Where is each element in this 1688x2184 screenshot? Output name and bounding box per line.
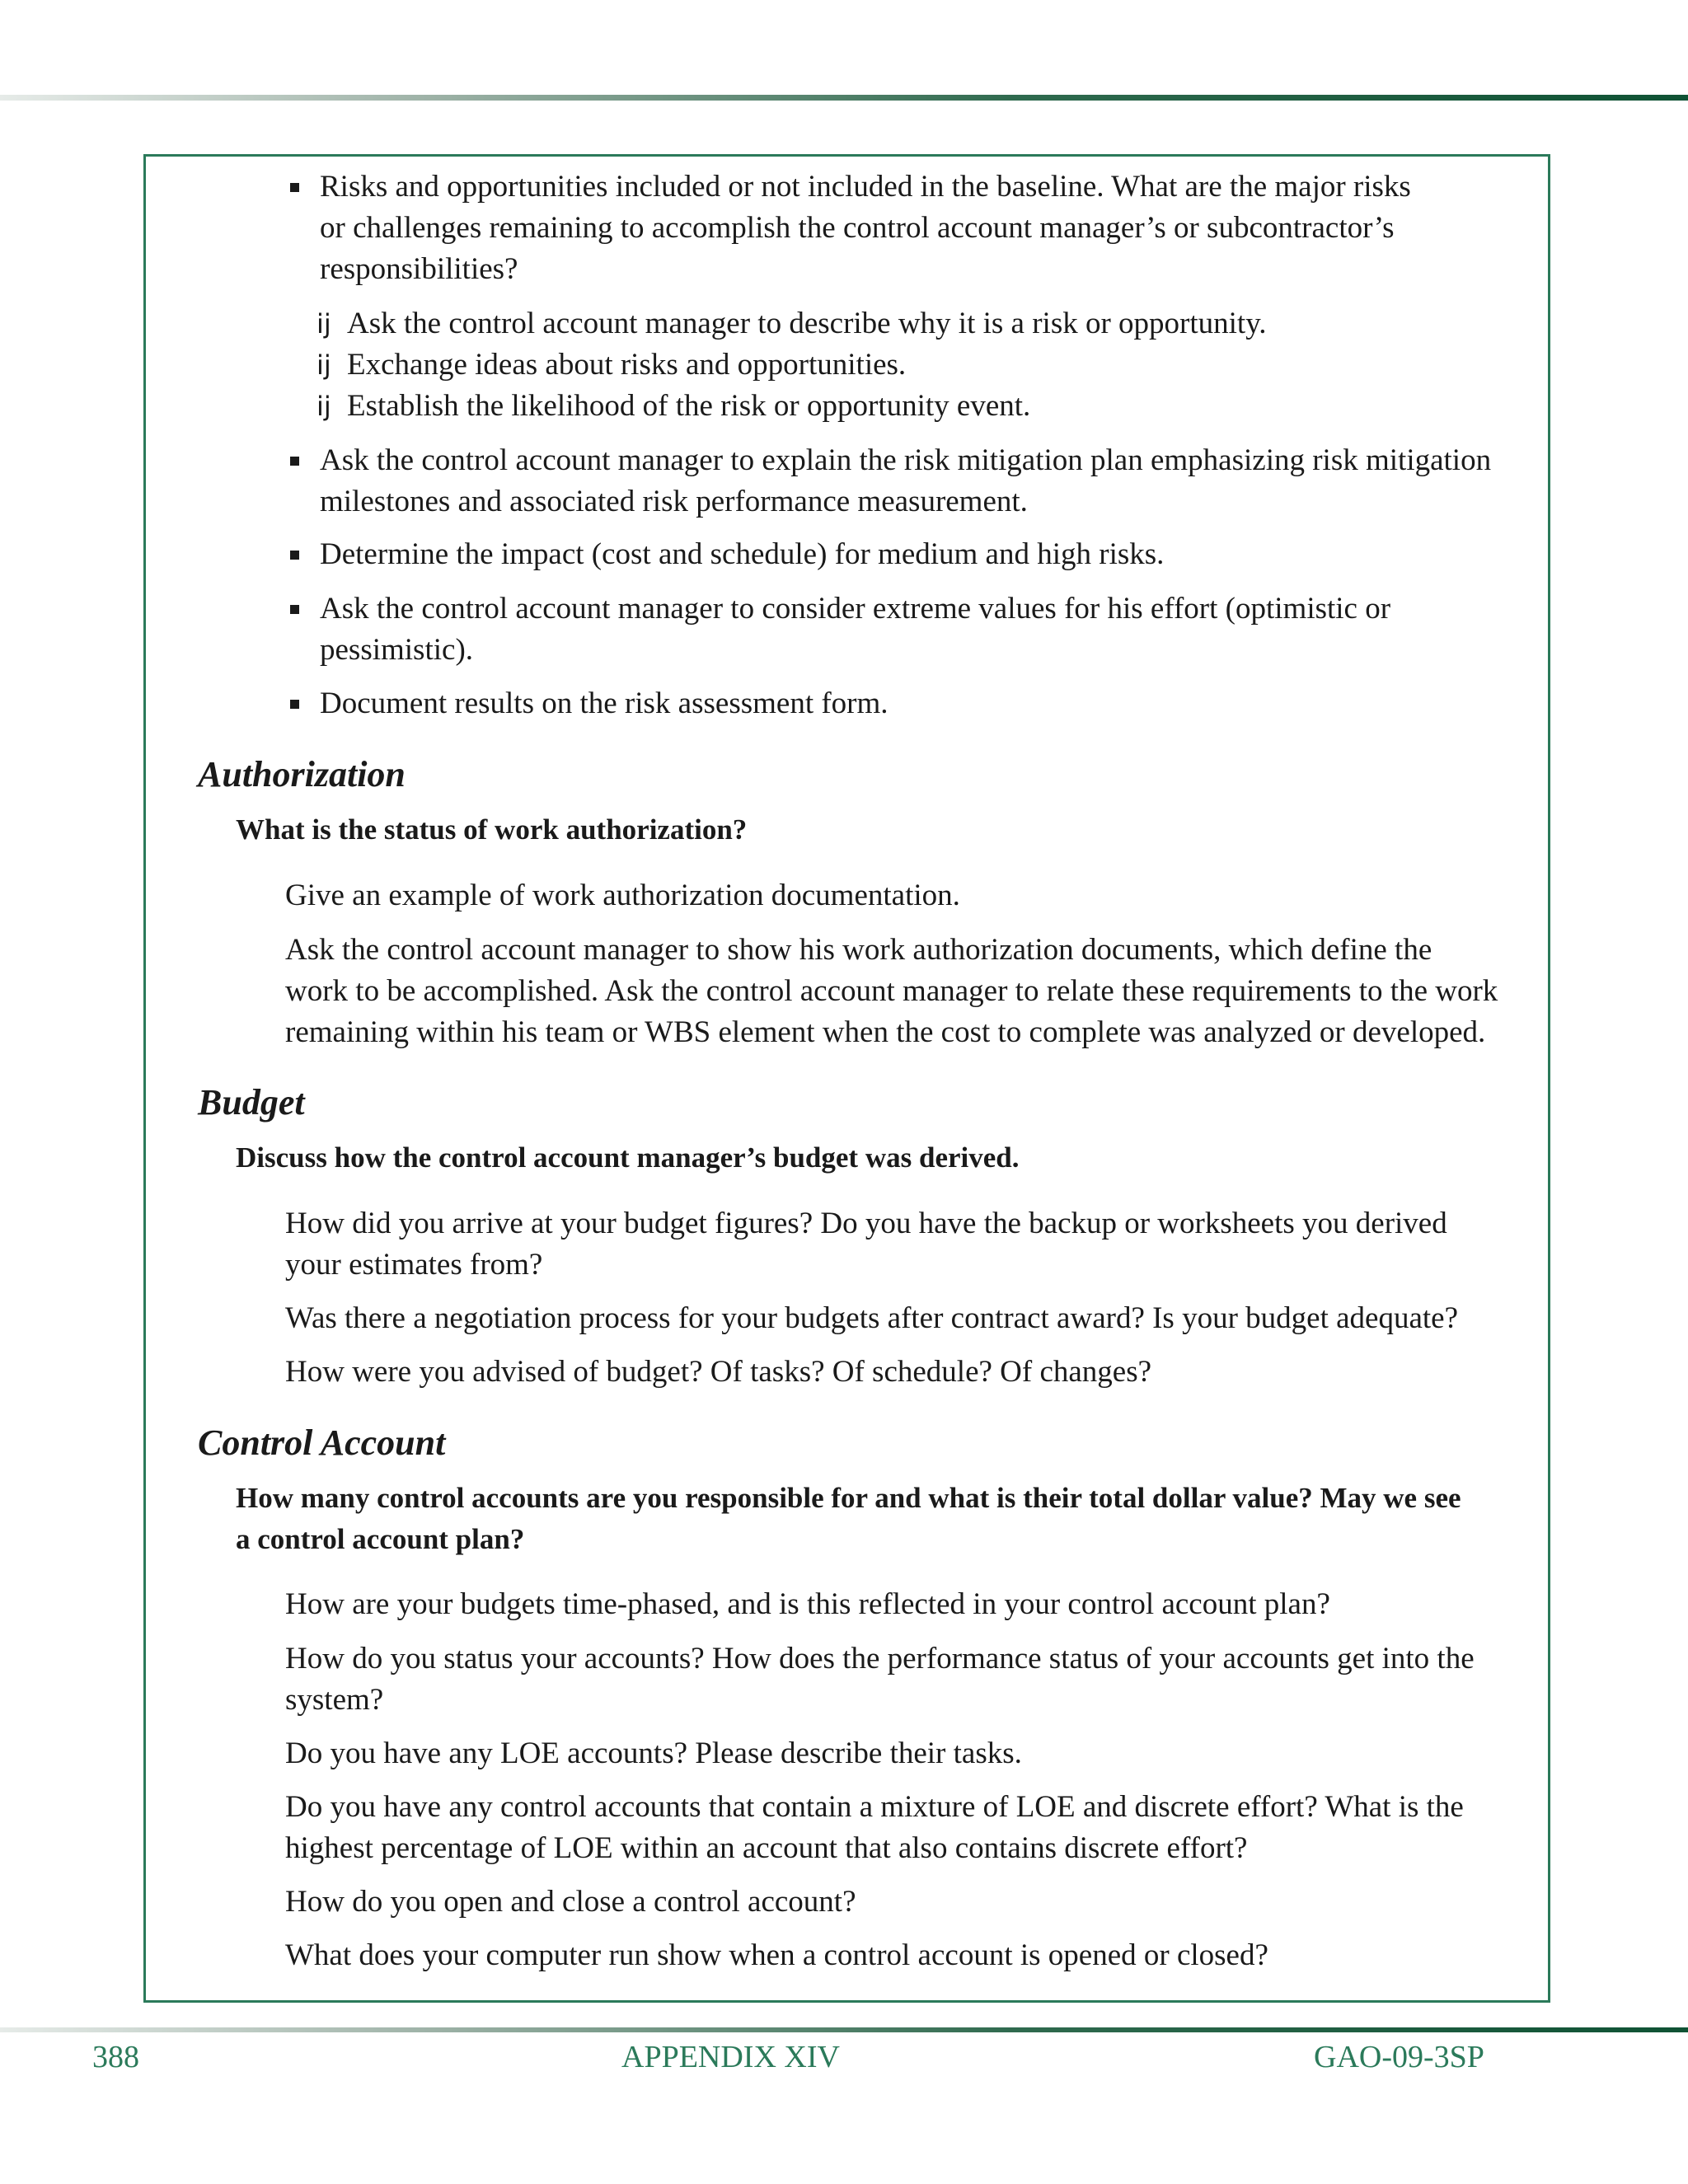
control-account-question-line-2: a control account plan? — [236, 1523, 525, 1555]
bullet-marker — [290, 605, 299, 614]
section-heading-authorization: Authorization — [198, 754, 406, 794]
sub-bullet-marker: ij — [316, 308, 331, 340]
authorization-paragraph-2-line-2: work to be accomplished. Ask the control account manager to relate these requirements to the work — [285, 974, 1498, 1008]
sub-bullet-3: Establish the likelihood of the risk or opportunity event. — [347, 389, 1031, 423]
control-account-paragraph-2-line-2: system? — [285, 1683, 384, 1717]
top-rule — [0, 95, 1688, 101]
bullet-marker — [290, 457, 299, 466]
bullet-1-line-2: or challenges remaining to accomplish the control account manager’s or subcontractor’s — [320, 211, 1395, 245]
footer-appendix-label: APPENDIX XIV — [621, 2040, 840, 2074]
control-account-paragraph-1: How are your budgets time-phased, and is this reflected in your control account plan? — [285, 1587, 1330, 1621]
authorization-paragraph-1: Give an example of work authorization documentation. — [285, 879, 960, 912]
authorization-paragraph-2-line-1: Ask the control account manager to show his work authorization documents, which define the — [285, 933, 1432, 967]
budget-paragraph-1-line-2: your estimates from? — [285, 1248, 543, 1282]
bullet-2-line-1: Ask the control account manager to explain the risk mitigation plan emphasizing risk mitigation — [320, 443, 1492, 477]
sub-bullet-marker: ij — [316, 391, 331, 422]
control-account-paragraph-6: What does your computer run show when a control account is opened or closed? — [285, 1938, 1268, 1972]
control-account-paragraph-4-line-2: highest percentage of LOE within an account that also contains discrete effort? — [285, 1831, 1248, 1865]
control-account-paragraph-5: How do you open and close a control account? — [285, 1885, 856, 1919]
bottom-rule — [0, 2027, 1688, 2032]
bullet-marker — [290, 183, 299, 192]
sub-bullet-2: Exchange ideas about risks and opportunities. — [347, 348, 907, 382]
control-account-question-line-1: How many control accounts are you responsible for and what is their total dollar value? May we see — [236, 1482, 1461, 1514]
sub-bullet-1: Ask the control account manager to describe why it is a risk or opportunity. — [347, 307, 1267, 340]
budget-question: Discuss how the control account manager’s budget was derived. — [236, 1141, 1020, 1174]
authorization-paragraph-2-line-3: remaining within his team or WBS element when the cost to complete was analyzed or developed. — [285, 1015, 1486, 1049]
bullet-4-line-2: pessimistic). — [320, 633, 474, 667]
footer-report-id: GAO-09-3SP — [1314, 2040, 1484, 2074]
control-account-paragraph-2-line-1: How do you status your accounts? How does the performance status of your accounts get into the — [285, 1642, 1475, 1675]
bullet-3-line-1: Determine the impact (cost and schedule) for medium and high risks. — [320, 537, 1165, 571]
page-number: 388 — [92, 2040, 139, 2074]
sub-bullet-marker: ij — [316, 349, 331, 381]
control-account-paragraph-3: Do you have any LOE accounts? Please describe their tasks. — [285, 1736, 1022, 1770]
section-heading-budget: Budget — [198, 1082, 305, 1122]
bullet-4-line-1: Ask the control account manager to consider extreme values for his effort (optimistic or — [320, 592, 1391, 626]
bullet-5-line-1: Document results on the risk assessment form. — [320, 687, 889, 720]
bullet-marker — [290, 700, 299, 709]
budget-paragraph-3: How were you advised of budget? Of tasks? Of schedule? Of changes? — [285, 1355, 1152, 1389]
content-box — [143, 154, 1550, 2003]
bullet-marker — [290, 551, 299, 560]
budget-paragraph-2: Was there a negotiation process for your budgets after contract award? Is your budget adequate? — [285, 1301, 1459, 1335]
budget-paragraph-1-line-1: How did you arrive at your budget figures? Do you have the backup or worksheets you derived — [285, 1207, 1447, 1240]
control-account-paragraph-4-line-1: Do you have any control accounts that contain a mixture of LOE and discrete effort? What is the — [285, 1790, 1464, 1824]
authorization-question: What is the status of work authorization? — [236, 813, 748, 846]
section-heading-control-account: Control Account — [198, 1422, 446, 1463]
bullet-1-line-3: responsibilities? — [320, 252, 518, 286]
bullet-1-line-1: Risks and opportunities included or not included in the baseline. What are the major risks — [320, 170, 1411, 204]
bullet-2-line-2: milestones and associated risk performance measurement. — [320, 485, 1028, 518]
